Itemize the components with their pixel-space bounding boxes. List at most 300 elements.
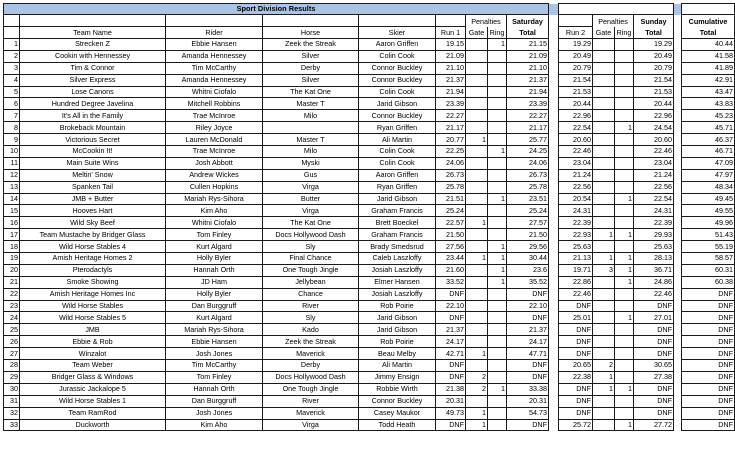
ring2-cell: [615, 74, 634, 86]
horse-cell: Docs Hollywood Dash: [263, 371, 359, 383]
sunday-total-cell: 22.39: [634, 217, 674, 229]
table-row: [4, 264, 735, 276]
table-row: [4, 157, 735, 169]
run1-cell: 21.38: [436, 383, 466, 395]
ring1-cell: [488, 181, 507, 193]
ring1-cell: [488, 134, 507, 146]
table-row: [4, 312, 735, 324]
rider-cell: Cullen Hopkins: [166, 181, 263, 193]
gate1-cell: 1: [466, 407, 488, 419]
rider-cell: Riley Joyce: [166, 122, 263, 134]
ring2-cell: 1: [615, 383, 634, 395]
rank-cell: 15: [4, 205, 20, 217]
cumulative-total-cell: DNF: [682, 383, 735, 395]
cumulative-total-cell: DNF: [682, 288, 735, 300]
saturday-total-cell: 22.27: [507, 110, 549, 122]
gate1-cell: 2: [466, 371, 488, 383]
rider-cell: Kurt Algard: [166, 241, 263, 253]
ring2-cell: [615, 360, 634, 372]
gate1-cell: [466, 157, 488, 169]
horse-cell: Jellybean: [263, 276, 359, 288]
skier-cell: Jarid Gibson: [359, 312, 436, 324]
rank-cell: 20: [4, 264, 20, 276]
table-row: [4, 193, 735, 205]
table-row: [4, 276, 735, 288]
horse-cell: Maverick: [263, 348, 359, 360]
table-row: [4, 336, 735, 348]
run2-cell: 20.54: [559, 193, 593, 205]
cumulative-total-cell: 49.55: [682, 205, 735, 217]
rider-cell: Josh Jones: [166, 407, 263, 419]
saturday-total-cell: 21.94: [507, 86, 549, 98]
team-name-cell: It's All in the Family: [20, 110, 166, 122]
rider-cell: Holly Byler: [166, 288, 263, 300]
skier-cell: Ryan Griffen: [359, 181, 436, 193]
team-name-cell: Meltin' Snow: [20, 169, 166, 181]
run2-cell: 20.60: [559, 134, 593, 146]
rider-cell: Tom Finley: [166, 229, 263, 241]
cumulative-total-cell: 40.44: [682, 39, 735, 51]
table-row: [4, 39, 735, 51]
ring1-cell: 1: [488, 146, 507, 158]
run1-cell: DNF: [436, 288, 466, 300]
team-name-cell: Team Weber: [20, 360, 166, 372]
horse-cell: Zeek the Streak: [263, 336, 359, 348]
team-name-cell: Team RamRod: [20, 407, 166, 419]
team-name-cell: Ebbie & Rob: [20, 336, 166, 348]
cumulative-total-cell: 45.71: [682, 122, 735, 134]
skier-cell: Connor Buckley: [359, 74, 436, 86]
ring1-cell: [488, 371, 507, 383]
run1-cell: DNF: [436, 419, 466, 431]
saturday-total-cell: 25.24: [507, 205, 549, 217]
table-row: [4, 348, 735, 360]
rank-cell: 5: [4, 86, 20, 98]
cumulative-total-header: Total: [682, 27, 735, 39]
sunday-total-cell: 21.54: [634, 74, 674, 86]
sunday-total-cell: 22.54: [634, 193, 674, 205]
run1-cell: 21.50: [436, 229, 466, 241]
rank-cell: 30: [4, 383, 20, 395]
rider-cell: Whitni Ciofalo: [166, 86, 263, 98]
saturday-total-cell: DNF: [507, 288, 549, 300]
team-name-cell: Tim & Connor: [20, 62, 166, 74]
ring2-cell: 1: [615, 419, 634, 431]
table-row: [4, 395, 735, 407]
rider-cell: Ebbie Hansen: [166, 39, 263, 51]
skier-cell: Graham Francis: [359, 229, 436, 241]
skier-cell: Robbie Wirth: [359, 383, 436, 395]
saturday-total-cell: 22.10: [507, 300, 549, 312]
cumulative-total-cell: DNF: [682, 336, 735, 348]
rank-cell: 29: [4, 371, 20, 383]
run2-cell: 21.53: [559, 86, 593, 98]
gate1-cell: [466, 360, 488, 372]
sunday-total-cell: 19.29: [634, 39, 674, 51]
table-row: [4, 169, 735, 181]
run2-cell: 22.39: [559, 217, 593, 229]
gate2-cell: [593, 122, 615, 134]
skier-cell: Graham Francis: [359, 205, 436, 217]
gate1-cell: [466, 264, 488, 276]
team-name-cell: JMB + Butter: [20, 193, 166, 205]
table-row: [4, 407, 735, 419]
table-row: [4, 253, 735, 265]
rider-cell: Dan Burggruff: [166, 300, 263, 312]
ring1-cell: [488, 312, 507, 324]
team-name-cell: Amish Heritage Homes 2: [20, 253, 166, 265]
horse-cell: Virga: [263, 181, 359, 193]
horse-header: Horse: [263, 27, 359, 39]
skier-cell: Jarid Gibson: [359, 324, 436, 336]
rank-cell: 16: [4, 217, 20, 229]
ring2-cell: 1: [615, 264, 634, 276]
rider-header: Rider: [166, 27, 263, 39]
rank-cell: 26: [4, 336, 20, 348]
skier-cell: Ali Martin: [359, 360, 436, 372]
ring2-cell: [615, 181, 634, 193]
rank-cell: 25: [4, 324, 20, 336]
ring1-cell: [488, 348, 507, 360]
skier-cell: Colin Cook: [359, 86, 436, 98]
saturday-total-cell: 21.10: [507, 62, 549, 74]
run2-cell: DNF: [559, 324, 593, 336]
horse-cell: Derby: [263, 360, 359, 372]
gate2-cell: [593, 395, 615, 407]
saturday-total-cell: 23.51: [507, 193, 549, 205]
sunday-total-cell: 22.56: [634, 181, 674, 193]
gate2-cell: [593, 193, 615, 205]
skier-cell: Connor Buckley: [359, 62, 436, 74]
saturday-total-cell: 20.31: [507, 395, 549, 407]
horse-cell: River: [263, 395, 359, 407]
ring2-cell: [615, 217, 634, 229]
skier-cell: Beau Melby: [359, 348, 436, 360]
team-name-cell: Brokeback Mountain: [20, 122, 166, 134]
team-name-cell: Winzalot: [20, 348, 166, 360]
gate1-cell: 1: [466, 217, 488, 229]
team-name-cell: Hundred Degree Javelina: [20, 98, 166, 110]
run2-cell: 22.86: [559, 276, 593, 288]
saturday-total-cell: 54.73: [507, 407, 549, 419]
gate2-cell: 1: [593, 371, 615, 383]
skier-cell: Jimmy Ensign: [359, 371, 436, 383]
rider-cell: Whitni Ciofalo: [166, 217, 263, 229]
rider-cell: Trae McInroe: [166, 146, 263, 158]
cumulative-total-cell: 60.38: [682, 276, 735, 288]
rank-cell: 12: [4, 169, 20, 181]
gate2-cell: 1: [593, 253, 615, 265]
ring1-cell: [488, 300, 507, 312]
cumulative-total-cell: 49.45: [682, 193, 735, 205]
gate2-cell: [593, 205, 615, 217]
gate1-cell: 1: [466, 134, 488, 146]
rank-cell: 33: [4, 419, 20, 431]
gate2-cell: [593, 336, 615, 348]
run2-cell: 22.38: [559, 371, 593, 383]
run2-cell: DNF: [559, 348, 593, 360]
run2-cell: 22.54: [559, 122, 593, 134]
header-row-2: [4, 27, 735, 39]
ring2-header: Ring: [615, 27, 634, 39]
saturday-total-cell: 33.38: [507, 383, 549, 395]
gate1-cell: 1: [466, 253, 488, 265]
gate1-cell: [466, 181, 488, 193]
saturday-total-cell: DNF: [507, 419, 549, 431]
run1-cell: 21.37: [436, 324, 466, 336]
sunday-total-cell: 20.49: [634, 50, 674, 62]
table-row: [4, 181, 735, 193]
sunday-total-cell: DNF: [634, 348, 674, 360]
ring2-cell: [615, 169, 634, 181]
penalties-header-sat: Penalties: [466, 15, 507, 27]
team-name-cell: Wild Horse Stables 4: [20, 241, 166, 253]
cumulative-total-cell: 42.91: [682, 74, 735, 86]
ring1-cell: 1: [488, 253, 507, 265]
gate2-cell: [593, 157, 615, 169]
ring2-cell: 1: [615, 312, 634, 324]
cumulative-header: Cumulative: [682, 15, 735, 27]
cumulative-total-cell: 41.89: [682, 62, 735, 74]
ring2-cell: [615, 50, 634, 62]
gate2-cell: [593, 348, 615, 360]
skier-cell: Aaron Griffen: [359, 169, 436, 181]
ring1-cell: [488, 98, 507, 110]
saturday-total-cell: DNF: [507, 312, 549, 324]
saturday-total-cell: 24.17: [507, 336, 549, 348]
ring1-cell: [488, 157, 507, 169]
run2-cell: 22.46: [559, 288, 593, 300]
skier-cell: Ryan Griffen: [359, 122, 436, 134]
run2-header: Run 2: [559, 27, 593, 39]
table-row: [4, 62, 735, 74]
run1-cell: 21.94: [436, 86, 466, 98]
table-row: [4, 419, 735, 431]
gate1-cell: [466, 312, 488, 324]
team-name-cell: Wild Horse Stables 1: [20, 395, 166, 407]
run1-cell: 21.10: [436, 62, 466, 74]
horse-cell: Maverick: [263, 407, 359, 419]
run1-cell: 24.06: [436, 157, 466, 169]
ring2-cell: 1: [615, 193, 634, 205]
cumulative-total-cell: 46.37: [682, 134, 735, 146]
gate1-cell: 1: [466, 419, 488, 431]
skier-cell: Caleb Laszloffy: [359, 253, 436, 265]
rank-cell: 18: [4, 241, 20, 253]
table-row: [4, 134, 735, 146]
saturday-total-cell: 21.17: [507, 122, 549, 134]
ring2-cell: [615, 241, 634, 253]
team-name-cell: McCookin It!: [20, 146, 166, 158]
gate2-cell: [593, 169, 615, 181]
team-name-cell: Hooves Hart: [20, 205, 166, 217]
table-row: [4, 146, 735, 158]
sunday-total-cell: 22.46: [634, 146, 674, 158]
rank-cell: 1: [4, 39, 20, 51]
team-name-cell: Team Mustache by Bridger Glass: [20, 229, 166, 241]
rider-cell: Mitchell Robbins: [166, 98, 263, 110]
ring1-cell: [488, 407, 507, 419]
ring2-cell: [615, 407, 634, 419]
rider-cell: Hannah Orth: [166, 383, 263, 395]
skier-cell: Rob Poirie: [359, 336, 436, 348]
rider-cell: Holly Byler: [166, 253, 263, 265]
run1-cell: 42.71: [436, 348, 466, 360]
cumulative-total-cell: DNF: [682, 360, 735, 372]
ring1-header: Ring: [488, 27, 507, 39]
team-name-cell: Jurassic Jackalope 5: [20, 383, 166, 395]
run1-cell: 21.51: [436, 193, 466, 205]
sunday-total-cell: 22.96: [634, 110, 674, 122]
rider-cell: Tim McCarthy: [166, 62, 263, 74]
cumulative-total-cell: DNF: [682, 419, 735, 431]
skier-cell: Ali Martin: [359, 134, 436, 146]
saturday-total-cell: 25.77: [507, 134, 549, 146]
run1-cell: 23.44: [436, 253, 466, 265]
ring2-cell: [615, 395, 634, 407]
saturday-total-cell: 26.73: [507, 169, 549, 181]
skier-header: Skier: [359, 27, 436, 39]
gate2-cell: [593, 419, 615, 431]
rider-cell: Josh Jones: [166, 348, 263, 360]
skier-cell: Casey Maukor: [359, 407, 436, 419]
gate1-cell: 1: [466, 348, 488, 360]
ring2-cell: [615, 348, 634, 360]
gate1-cell: [466, 300, 488, 312]
run2-cell: 20.49: [559, 50, 593, 62]
table-row: [4, 74, 735, 86]
rider-cell: Andrew Wickes: [166, 169, 263, 181]
cumulative-total-cell: 45.23: [682, 110, 735, 122]
team-name-cell: Cookin with Hennessey: [20, 50, 166, 62]
sunday-total-cell: 20.79: [634, 62, 674, 74]
ring1-cell: [488, 50, 507, 62]
cumulative-total-cell: 51.43: [682, 229, 735, 241]
table-row: [4, 300, 735, 312]
results-table: [3, 3, 735, 431]
run1-cell: 20.77: [436, 134, 466, 146]
rank-cell: 3: [4, 62, 20, 74]
run1-cell: 20.31: [436, 395, 466, 407]
rank-cell: 10: [4, 146, 20, 158]
horse-cell: Master T: [263, 98, 359, 110]
cumulative-total-cell: 58.57: [682, 253, 735, 265]
rider-cell: Mariah Rys-Sihora: [166, 193, 263, 205]
sunday-total-cell: 21.24: [634, 169, 674, 181]
skier-cell: Josiah Laszloffy: [359, 264, 436, 276]
rank-cell: 19: [4, 253, 20, 265]
cumulative-total-cell: 43.47: [682, 86, 735, 98]
table-row: [4, 205, 735, 217]
ring1-cell: [488, 229, 507, 241]
gate1-cell: [466, 86, 488, 98]
ring1-cell: [488, 419, 507, 431]
table-row: [4, 98, 735, 110]
gate1-cell: [466, 324, 488, 336]
gate1-cell: [466, 122, 488, 134]
run1-cell: 22.57: [436, 217, 466, 229]
horse-cell: One Tough Jingle: [263, 264, 359, 276]
table-row: [4, 324, 735, 336]
skier-cell: Elmer Hansen: [359, 276, 436, 288]
horse-cell: Butter: [263, 193, 359, 205]
sunday-total-cell: DNF: [634, 300, 674, 312]
gate1-cell: [466, 241, 488, 253]
run2-cell: DNF: [559, 300, 593, 312]
rank-cell: 14: [4, 193, 20, 205]
gate2-cell: [593, 217, 615, 229]
ring1-cell: [488, 336, 507, 348]
ring1-cell: [488, 122, 507, 134]
sunday-header: Sunday: [634, 15, 674, 27]
team-name-cell: Bridger Glass & Windows: [20, 371, 166, 383]
rank-cell: 28: [4, 360, 20, 372]
cumulative-total-cell: DNF: [682, 348, 735, 360]
rider-cell: Kurt Algard: [166, 312, 263, 324]
sunday-total-cell: 24.86: [634, 276, 674, 288]
rider-cell: Kim Aho: [166, 205, 263, 217]
skier-cell: Colin Cook: [359, 157, 436, 169]
ring1-cell: [488, 74, 507, 86]
gate1-cell: [466, 229, 488, 241]
gate2-cell: [593, 74, 615, 86]
rider-cell: Hannah Orth: [166, 264, 263, 276]
team-name-cell: Lose Canons: [20, 86, 166, 98]
cumulative-total-cell: 43.83: [682, 98, 735, 110]
run2-cell: 21.24: [559, 169, 593, 181]
run1-cell: 25.24: [436, 205, 466, 217]
horse-cell: The Kat One: [263, 217, 359, 229]
run1-cell: 22.25: [436, 146, 466, 158]
header-row-1: [4, 15, 735, 27]
skier-cell: Brett Boeckel: [359, 217, 436, 229]
ring2-cell: [615, 371, 634, 383]
saturday-header: Saturday: [507, 15, 549, 27]
sunday-total-cell: 24.31: [634, 205, 674, 217]
gate2-cell: [593, 146, 615, 158]
run2-cell: DNF: [559, 383, 593, 395]
team-name-header: Team Name: [20, 27, 166, 39]
sunday-total-cell: 28.13: [634, 253, 674, 265]
run2-cell: 24.31: [559, 205, 593, 217]
skier-cell: Connor Buckley: [359, 395, 436, 407]
saturday-total-cell: 30.44: [507, 253, 549, 265]
table-row: [4, 288, 735, 300]
gate2-cell: [593, 50, 615, 62]
gate1-cell: [466, 288, 488, 300]
gate2-cell: [593, 312, 615, 324]
horse-cell: Milo: [263, 110, 359, 122]
run2-cell: 25.63: [559, 241, 593, 253]
team-name-cell: Wild Horse Stables 5: [20, 312, 166, 324]
table-row: [4, 371, 735, 383]
horse-cell: [263, 122, 359, 134]
ring1-cell: 1: [488, 264, 507, 276]
cumulative-total-cell: DNF: [682, 395, 735, 407]
cumulative-total-cell: 47.97: [682, 169, 735, 181]
horse-cell: Zeek the Streak: [263, 39, 359, 51]
horse-cell: River: [263, 300, 359, 312]
ring2-cell: [615, 134, 634, 146]
skier-cell: Colin Cook: [359, 50, 436, 62]
team-name-cell: Pterodactyls: [20, 264, 166, 276]
horse-cell: Sly: [263, 312, 359, 324]
run2-cell: 22.46: [559, 146, 593, 158]
sunday-total-cell: DNF: [634, 395, 674, 407]
horse-cell: Docs Hollywood Dash: [263, 229, 359, 241]
rank-cell: 4: [4, 74, 20, 86]
run1-cell: 22.10: [436, 300, 466, 312]
